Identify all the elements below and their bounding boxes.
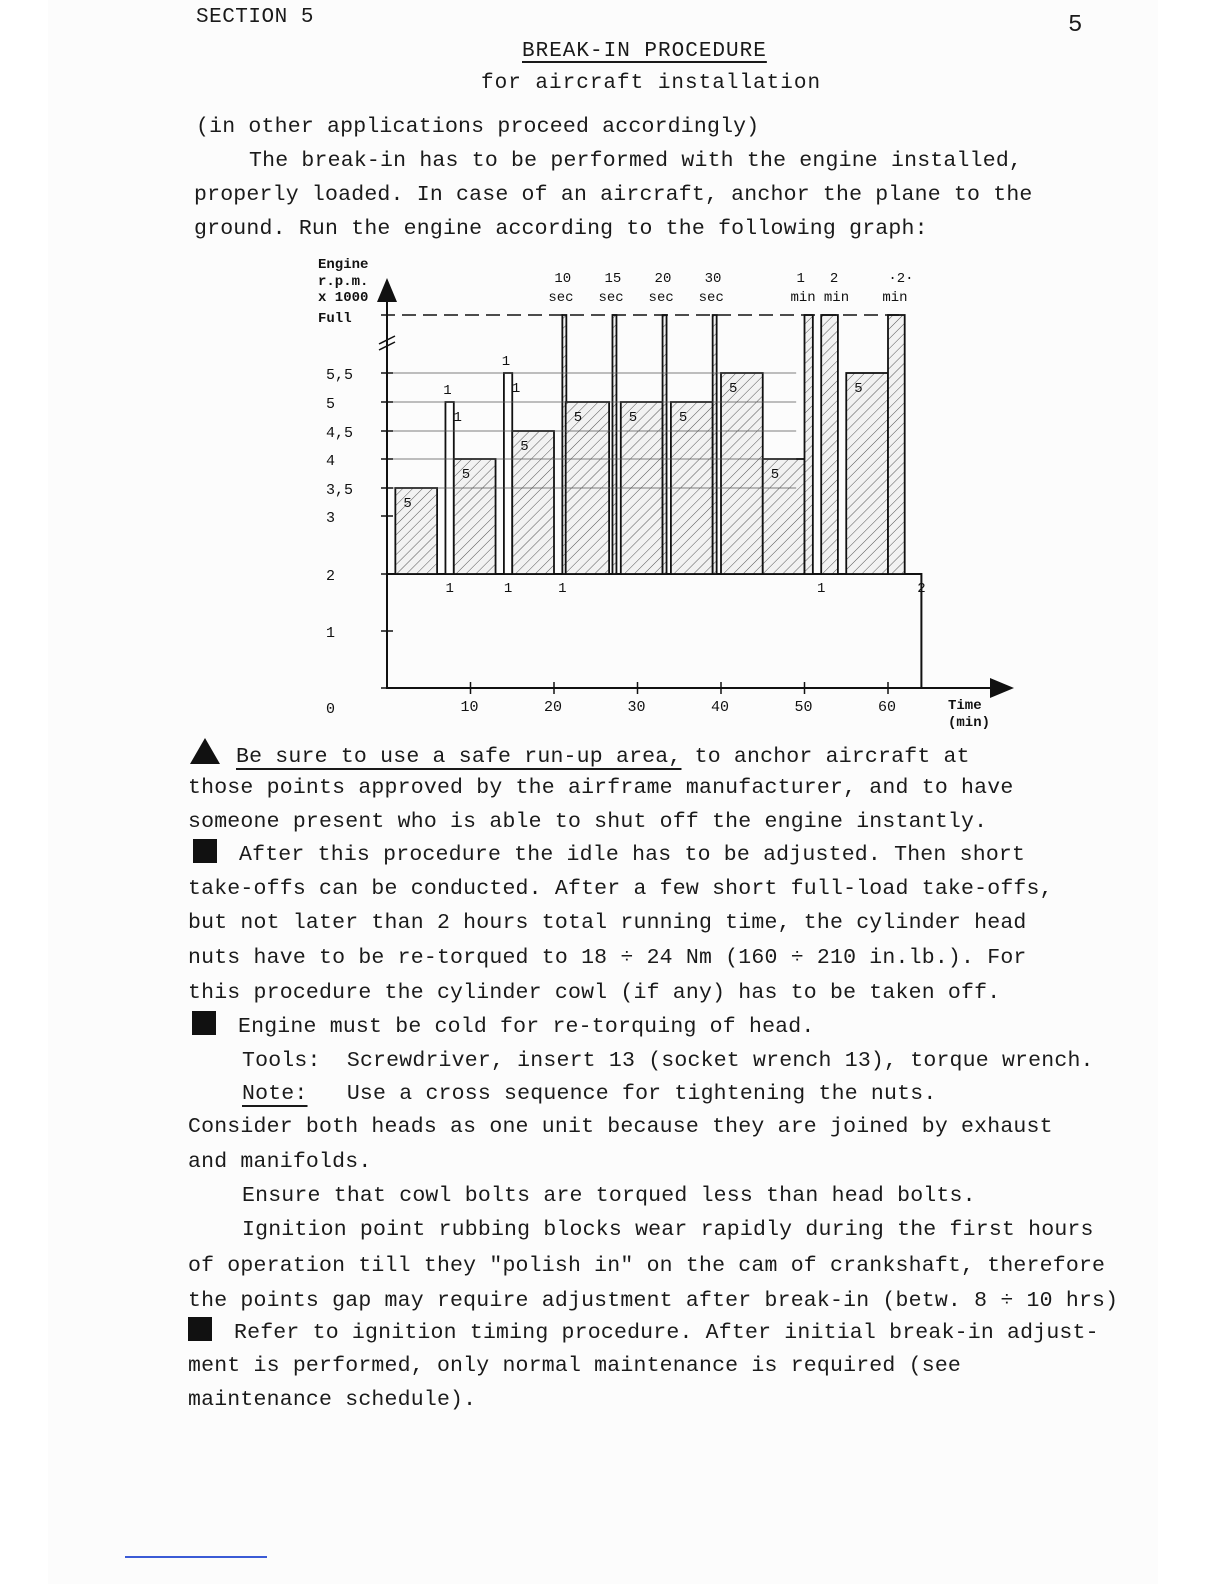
idle-label: 2 xyxy=(917,581,926,597)
warning-line-3: someone present who is able to shut off the engine instantly. xyxy=(188,810,988,834)
segment-label: 5 xyxy=(403,496,412,512)
x-tick-label: 20 xyxy=(544,699,563,716)
y-tick-label: 0 xyxy=(326,701,336,718)
x-axis-label-2: (min) xyxy=(948,715,991,731)
square-bullet-icon xyxy=(188,1317,212,1341)
segment-bar xyxy=(805,315,813,574)
segment-bar xyxy=(663,315,667,574)
duration-unit: sec xyxy=(548,290,574,306)
p3-line-2: and manifolds. xyxy=(188,1150,372,1174)
segment-bar xyxy=(846,373,888,574)
section-label: SECTION 5 xyxy=(196,6,314,29)
page-subtitle: for aircraft installation xyxy=(481,72,822,95)
y-tick-label: 4,5 xyxy=(326,425,354,442)
p1-line-1 xyxy=(193,838,1025,872)
x-tick-label: 10 xyxy=(460,699,479,716)
x-axis-label-1: Time xyxy=(948,698,982,714)
segment-bar xyxy=(713,315,717,574)
idle-label: 1 xyxy=(503,581,513,597)
y-tick-label: 4 xyxy=(326,453,336,470)
x-tick-label: 50 xyxy=(794,699,813,716)
duration-value: 10 xyxy=(554,271,572,287)
spike-label: 1 xyxy=(501,354,511,370)
y-tick-label: 2 xyxy=(326,568,336,585)
y-axis-label-2: r.p.m. xyxy=(318,274,369,290)
duration-value: 1 xyxy=(796,271,805,287)
duration-value: 30 xyxy=(704,271,722,287)
p2-line-1-text: Engine must be cold for re-torquing of head. xyxy=(238,1015,815,1039)
warning-line-2: those points approved by the airframe manufacturer, and to have xyxy=(188,776,1014,800)
p6-line-3: maintenance schedule). xyxy=(188,1388,477,1412)
duration-value: ·2· xyxy=(888,271,914,287)
p1-line-3: but not later than 2 hours total running time, the cylinder head xyxy=(188,911,1027,935)
p6-line-2: ment is performed, only normal maintenance is required (see xyxy=(188,1354,962,1378)
segment-bar xyxy=(721,373,763,574)
segment-label: 5 xyxy=(628,410,638,426)
y-full-label: Full xyxy=(318,311,352,327)
square-bullet-icon xyxy=(193,839,217,863)
tools-line xyxy=(242,1044,1094,1078)
p3-line-1: Consider both heads as one unit because they are joined by exhaust xyxy=(188,1115,1053,1139)
chart-bars xyxy=(387,315,921,688)
duration-unit: min xyxy=(823,290,850,306)
segment-label: 5 xyxy=(520,439,529,455)
duration-unit: min xyxy=(790,290,816,306)
p1-line-1-text: After this procedure the idle has to be adjusted. Then short xyxy=(239,843,1026,867)
intro-line-3: properly loaded. In case of an aircraft, anchor the plane to the xyxy=(194,183,1033,207)
duration-unit: sec xyxy=(698,290,724,306)
p1-line-2: take-offs can be conducted. After a few short full-load take-offs, xyxy=(188,877,1053,901)
duration-value: 20 xyxy=(654,271,672,287)
p6-line-1-text: Refer to ignition timing procedure. After initial break-in adjust- xyxy=(234,1321,1099,1345)
intro-line-4: ground. Run the engine according to the following graph: xyxy=(194,217,928,241)
segment-label: 1 xyxy=(453,410,462,426)
warning-line-1 xyxy=(190,738,970,774)
segment-bar xyxy=(888,315,905,574)
p1-line-4: nuts have to be re-torqued to 18 ÷ 24 Nm (160 ÷ 210 in.lb.). For xyxy=(188,946,1027,970)
warning-triangle-icon xyxy=(190,738,220,764)
segment-bar xyxy=(821,315,838,574)
segment-bar xyxy=(612,315,616,574)
y-axis-label-1: Engine xyxy=(318,257,369,273)
x-tick-label: 30 xyxy=(627,699,646,716)
p5-line-2: of operation till they "polish in" on the cam of crankshaft, therefore xyxy=(188,1254,1106,1278)
chart-axes xyxy=(379,282,1010,694)
segment-label: 5 xyxy=(854,381,863,397)
idle-label: 1 xyxy=(445,581,454,597)
y-tick-label: 5,5 xyxy=(326,367,354,384)
segment-bar xyxy=(454,459,496,574)
x-tick-label: 40 xyxy=(711,699,730,716)
footer-rule xyxy=(125,1556,267,1558)
segment-bar xyxy=(395,488,437,574)
page-title: BREAK-IN PROCEDURE xyxy=(522,40,767,63)
duration-unit: min xyxy=(882,290,908,306)
y-tick-label: 3 xyxy=(326,510,336,527)
p5-line-3: the points gap may require adjustment after break-in (betw. 8 ÷ 10 hrs) xyxy=(188,1289,1119,1313)
duration-value: 15 xyxy=(604,271,622,287)
idle-label: 1 xyxy=(817,581,826,597)
y-tick-label: 5 xyxy=(326,396,336,413)
segment-label: 5 xyxy=(461,467,471,483)
warning-underlined: Be sure to use a safe run-up area, xyxy=(236,745,682,769)
p1-line-5: this procedure the cylinder cowl (if any) has to be taken off. xyxy=(188,981,1001,1005)
p2-line-1 xyxy=(192,1010,815,1044)
segment-label: 5 xyxy=(678,410,688,426)
idle-base-box xyxy=(387,574,921,688)
duration-unit: sec xyxy=(648,290,674,306)
segment-bar xyxy=(512,431,554,574)
note-line xyxy=(242,1077,936,1111)
y-tick-label: 1 xyxy=(326,625,336,642)
segment-label: 5 xyxy=(729,381,738,397)
segment-bar xyxy=(504,373,512,574)
page-number: 5 xyxy=(1068,12,1083,39)
segment-bar xyxy=(763,459,805,574)
note-label: Note: xyxy=(242,1082,308,1106)
square-bullet-icon xyxy=(192,1011,216,1035)
break-in-chart xyxy=(0,0,1224,740)
y-tick-label: 3,5 xyxy=(326,482,354,499)
intro-line-1: (in other applications proceed accordingly) xyxy=(196,115,760,139)
intro-line-2: The break-in has to be performed with the engine installed, xyxy=(249,149,1023,173)
y-axis-label-3: x 1000 xyxy=(318,290,369,306)
tools-text: Screwdriver, insert 13 (socket wrench 13), torque wrench. xyxy=(346,1049,1094,1073)
duration-unit: sec xyxy=(598,290,624,306)
tools-label: Tools: xyxy=(242,1049,321,1073)
note-text: Use a cross sequence for tightening the nuts. xyxy=(346,1082,937,1106)
idle-label: 1 xyxy=(558,581,567,597)
duration-value: 2 xyxy=(829,271,839,287)
segment-label: 5 xyxy=(573,410,583,426)
spike-label: 1 xyxy=(443,383,452,399)
p6-line-1 xyxy=(188,1316,1099,1350)
p5-line-1: Ignition point rubbing blocks wear rapidly during the first hours xyxy=(242,1218,1094,1242)
segment-label: 1 xyxy=(511,381,521,397)
x-tick-label: 60 xyxy=(878,699,897,716)
warning-rest: to anchor aircraft at xyxy=(681,745,970,769)
segment-label: 5 xyxy=(770,467,780,483)
p4-line-1: Ensure that cowl bolts are torqued less than head bolts. xyxy=(242,1184,976,1208)
